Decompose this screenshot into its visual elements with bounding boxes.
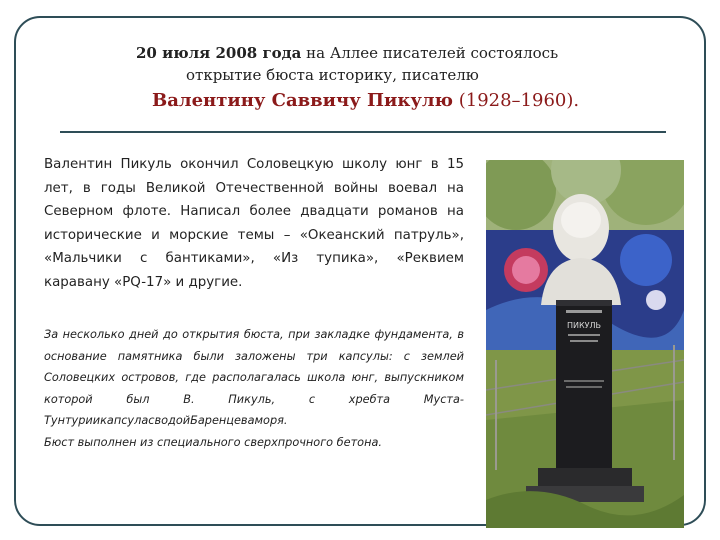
title-line-name bbox=[152, 90, 579, 111]
biography-paragraph: Валентин Пикуль окончил Соловецкую школу юнг в 15 лет, в годы Великой Отечественной войны воевал на Северном флоте. Написал более двадцати романов на исторические и морские темы – «Океанский патруль», «Мальчики с бантиками», «Из тупика», «Реквием каравану «PQ-17» и другие. bbox=[44, 157, 464, 290]
title-line1-text: на Аллее писателей состоялось bbox=[301, 44, 559, 62]
plaque-text: ПИКУЛЬ bbox=[566, 321, 602, 330]
title-years: (1928–1960). bbox=[453, 90, 580, 111]
title-divider bbox=[60, 131, 666, 133]
capsules-paragraph bbox=[44, 324, 464, 453]
title-line-opening: открытие бюста историку, писателю bbox=[186, 66, 479, 84]
title-date: 20 июля 2008 года bbox=[136, 44, 302, 62]
concrete-text: Бюст выполнен из специального сверхпрочного бетона. bbox=[44, 435, 382, 449]
title-line-date bbox=[136, 44, 558, 62]
capsules-text: За несколько дней до открытия бюста, при закладке фундамента, в основание памятника были заложены три капсулы: с землей Соловецких островов, где располагалась школа юнг, выпускником которой был В. Пикуль, с хребта Муста-ТунтуриикапсуласводойБаренцеваморя. bbox=[44, 328, 464, 427]
title-name: Валентину Саввичу Пикулю bbox=[152, 90, 453, 111]
monument-photo bbox=[486, 160, 684, 528]
